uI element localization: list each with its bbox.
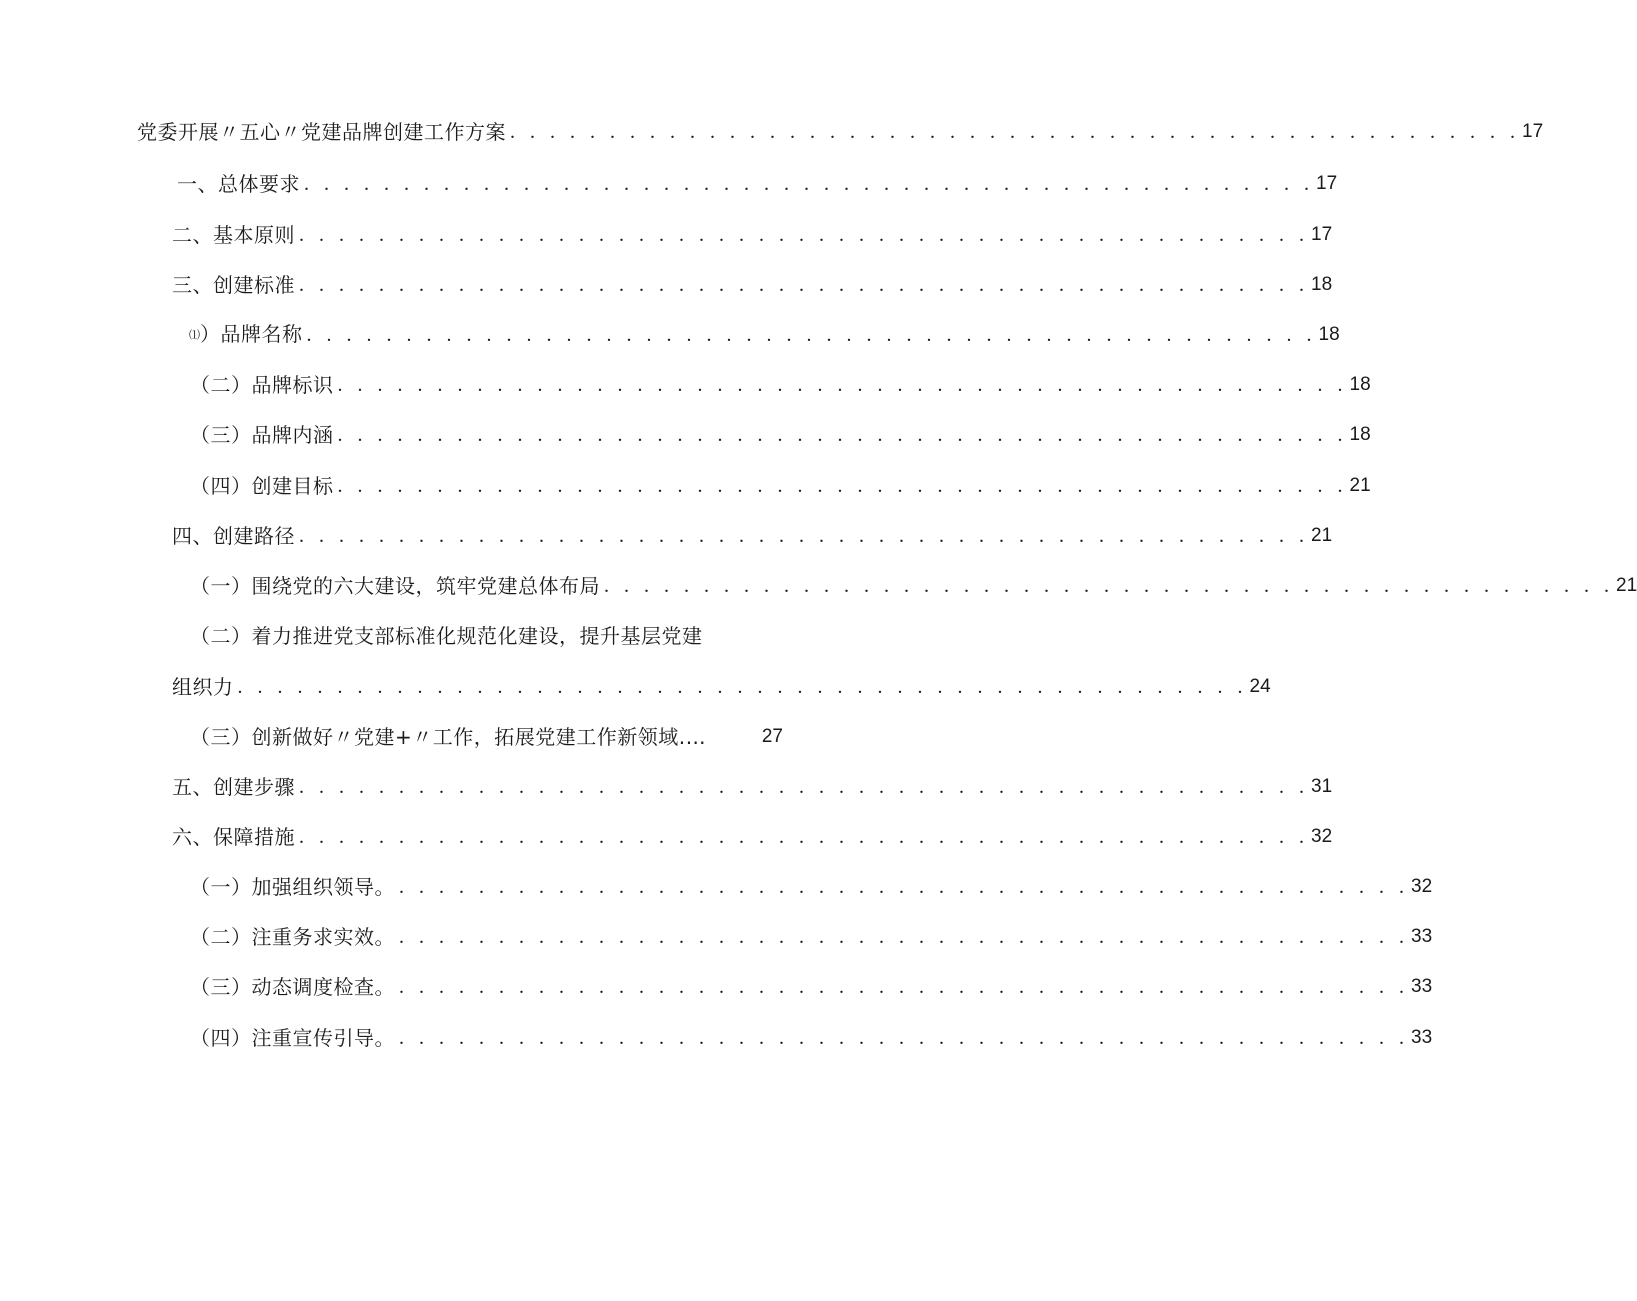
toc-page-number: 21 <box>1349 475 1371 496</box>
toc-entry-title <box>189 319 303 351</box>
toc-page-number: 18 <box>1349 424 1371 445</box>
toc-dot-leader: . . . . . . . . . . . . . . . . . . . . . . . . . . . . . . . . . . . . . . . . . . . . . . . . . . . <box>399 976 1409 998</box>
toc-entry[interactable] <box>190 1023 1433 1053</box>
toc-entry-title: （三）创新做好〃党建+〃工作，拓展党建工作新领域.… <box>190 725 707 749</box>
toc-page-number: 17 <box>1316 173 1338 194</box>
toc-page-number: 31 <box>1311 776 1333 797</box>
toc-page-number: 18 <box>1349 374 1371 395</box>
toc-dot-leader: . . . . . . . . . . . . . . . . . . . . . . . . . . . . . . . . . . . . . . . . . . . . . . . . . . . <box>237 676 1248 698</box>
toc-entry[interactable] <box>172 521 1333 551</box>
toc-entry[interactable] <box>172 822 1333 852</box>
toc-entry[interactable] <box>172 270 1333 300</box>
toc-entry[interactable] <box>190 370 1371 400</box>
toc-entry[interactable] <box>189 320 1340 350</box>
toc-dot-leader: . . . . . . . . . . . . . . . . . . . . . . . . . . . . . . . . . . . . . . . . . . . . . . . . . . . <box>299 274 1309 296</box>
toc-page-number: 32 <box>1411 876 1433 897</box>
toc-entry[interactable] <box>172 772 1333 802</box>
toc-entry[interactable] <box>190 722 783 752</box>
toc-page-number: 17 <box>1311 224 1333 245</box>
toc-entry-title: （一）围绕党的六大建设，筑牢党建总体布局 <box>190 574 600 598</box>
toc-dot-leader: . . . . . . . . . . . . . . . . . . . . . . . . . . . . . . . . . . . . . . . . . . . . . . . . . . . <box>299 224 1309 246</box>
toc-entry[interactable] <box>190 420 1371 450</box>
toc-dot-leader: . . . . . . . . . . . . . . . . . . . . . . . . . . . . . . . . . . . . . . . . . . . . . . . . . . . <box>337 424 1348 446</box>
toc-page-number: 33 <box>1411 926 1433 947</box>
toc-dot-leader: . . . . . . . . . . . . . . . . . . . . . . . . . . . . . . . . . . . . . . . . . . . . . . . . . . . <box>304 173 1314 195</box>
toc-dot-leader: . . . . . . . . . . . . . . . . . . . . . . . . . . . . . . . . . . . . . . . . . . . . . . . . . . . <box>299 776 1309 798</box>
toc-page-number: 21 <box>1311 525 1333 546</box>
toc-dot-leader: . . . . . . . . . . . . . . . . . . . . . . . . . . . . . . . . . . . . . . . . . . . . . . . . . . . <box>510 121 1520 143</box>
toc-dot-leader: . . . . . . . . . . . . . . . . . . . . . . . . . . . . . . . . . . . . . . . . . . . . . . . . . . . <box>306 324 1317 346</box>
toc-entry[interactable] <box>137 117 1544 147</box>
toc-dot-leader: . . . . . . . . . . . . . . . . . . . . . . . . . . . . . . . . . . . . . . . . . . . . . . . . . . . <box>299 525 1309 547</box>
toc-entry[interactable] <box>190 471 1371 501</box>
toc-page-number: 33 <box>1411 976 1433 997</box>
toc-dot-leader: . . . . . . . . . . . . . . . . . . . . . . . . . . . . . . . . . . . . . . . . . . . . . . . . . . . <box>337 475 1348 497</box>
toc-entry-title: （二）注重务求实效。 <box>190 925 395 949</box>
toc-page-number: 27 <box>761 726 783 747</box>
toc-dot-leader: . . . . . . . . . . . . . . . . . . . . . . . . . . . . . . . . . . . . . . . . . . . . . . . . . . . <box>337 374 1348 396</box>
toc-entry-title: 五、创建步骤 <box>172 775 295 799</box>
toc-dot-leader: . . . . . . . . . . . . . . . . . . . . . . . . . . . . . . . . . . . . . . . . . . . . . . . . . . . <box>299 826 1309 848</box>
toc-dot-leader: . . . . . . . . . . . . . . . . . . . . . . . . . . . . . . . . . . . . . . . . . . . . . . . . . . . <box>604 575 1614 597</box>
toc-page-number: 24 <box>1249 676 1271 697</box>
toc-entry[interactable] <box>172 672 1271 702</box>
toc-entry-number-mark: ⑴ <box>189 328 200 341</box>
toc-dot-leader: . . . . . . . . . . . . . . . . . . . . . . . . . . . . . . . . . . . . . . . . . . . . . . . . . . . <box>399 876 1409 898</box>
toc-entry-title: （二）着力推进党支部标准化规范化建设，提升基层党建 <box>190 624 703 648</box>
toc-entry-title: 组织力 <box>172 675 234 699</box>
toc-entry-title: 六、保障措施 <box>172 825 295 849</box>
toc-entry-title: （四）注重宣传引导。 <box>190 1026 395 1050</box>
toc-entry-title-text: ）品牌名称 <box>200 321 303 346</box>
toc-dot-leader: . . . . . . . . . . . . . . . . . . . . . . . . . . . . . . . . . . . . . . . . . . . . . . . . . . . <box>399 926 1409 948</box>
toc-entry-title: 四、创建路径 <box>172 524 295 548</box>
toc-entry[interactable] <box>190 571 1637 601</box>
toc-entry[interactable] <box>177 169 1338 199</box>
toc-entry-title: 党委开展〃五心〃党建品牌创建工作方案 <box>137 120 506 144</box>
toc-entry-title: （二）品牌标识 <box>190 373 334 397</box>
toc-entry-title: （三）动态调度检查。 <box>190 975 395 999</box>
toc-page-number: 33 <box>1411 1027 1433 1048</box>
toc-entry-title: （四）创建目标 <box>190 474 334 498</box>
toc-dot-leader: . . . . . . . . . . . . . . . . . . . . . . . . . . . . . . . . . . . . . . . . . . . . . . . . . . . <box>399 1027 1409 1049</box>
toc-entry[interactable] <box>190 872 1433 902</box>
toc-entry-title: 三、创建标准 <box>172 273 295 297</box>
toc-entry[interactable] <box>172 220 1333 250</box>
toc-page-number: 18 <box>1311 274 1333 295</box>
toc-entry-title: （一）加强组织领导。 <box>190 875 395 899</box>
toc-entry-wrapped-line[interactable] <box>190 621 703 651</box>
toc-page-number: 21 <box>1616 575 1637 596</box>
toc-page-number: 17 <box>1522 121 1544 142</box>
toc-page-number: 32 <box>1311 826 1333 847</box>
toc-entry-title: 二、基本原则 <box>172 223 295 247</box>
toc-entry-title: 一、总体要求 <box>177 172 300 196</box>
toc-entry[interactable] <box>190 972 1433 1002</box>
toc-entry-title: （三）品牌内涵 <box>190 423 334 447</box>
toc-entry[interactable] <box>190 922 1433 952</box>
toc-page-number: 18 <box>1318 324 1340 345</box>
